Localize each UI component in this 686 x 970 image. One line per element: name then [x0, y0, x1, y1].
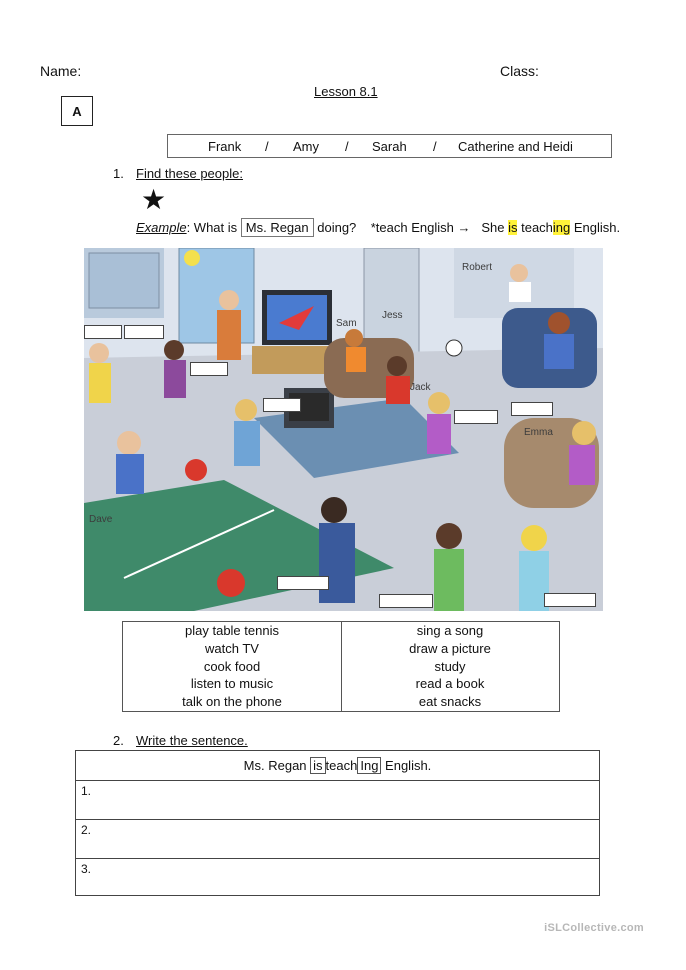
separator: / [265, 139, 269, 154]
answer-row-3[interactable] [76, 859, 599, 896]
name-amy: Amy [293, 139, 319, 154]
row-number: 1. [81, 784, 92, 798]
activity-item: talk on the phone [182, 694, 282, 710]
row-number: 3. [81, 862, 92, 876]
example-answer-is: is [508, 220, 518, 235]
answer-box[interactable] [544, 593, 596, 607]
separator: / [433, 139, 437, 154]
example-boxed-name: Ms. Regan [241, 218, 314, 237]
write-sentence-table [75, 750, 600, 896]
label-robert: Robert [462, 262, 493, 273]
activity-item: watch TV [205, 640, 259, 656]
answer-box[interactable] [454, 410, 498, 424]
activity-item: read a book [415, 676, 485, 692]
example-question: : What is [186, 220, 241, 235]
answer-box[interactable] [379, 594, 433, 608]
row-number: 2. [81, 823, 92, 837]
classroom-picture [84, 248, 603, 611]
watermark: iSLCollective.com [544, 922, 644, 934]
section1-number: 1. [113, 166, 124, 181]
names-bar [167, 134, 612, 158]
section2-number: 2. [113, 733, 124, 748]
answer-row-2[interactable] [76, 820, 599, 859]
model-is: is [310, 757, 325, 774]
star-icon: ★ [141, 184, 167, 215]
activity-item: listen to music [190, 676, 274, 692]
model-sentence-row [76, 751, 599, 781]
answer-box[interactable] [277, 576, 329, 590]
model-end: English. [381, 758, 432, 773]
label-jess: Jess [382, 310, 403, 321]
activity-item: study [434, 658, 466, 674]
example-question-end: doing? [313, 220, 357, 235]
name-frank: Frank [208, 139, 242, 154]
activity-item: eat snacks [418, 694, 482, 710]
activities-right-column [341, 622, 559, 711]
group-box: A [61, 96, 93, 126]
label-emma: Emma [524, 427, 553, 438]
name-label: Name: [40, 63, 82, 79]
model-ing: Ing [357, 757, 381, 774]
activity-item: play table tennis [185, 623, 279, 638]
model-start: Ms. Regan [243, 758, 311, 773]
example-label: Example [136, 220, 187, 235]
name-catherine-heidi: Catherine and Heidi [458, 139, 573, 154]
section2-title: Write the sentence. [136, 733, 248, 748]
model-teach: teach [325, 758, 358, 773]
label-jack: Jack [410, 382, 431, 393]
activities-left-column [123, 622, 342, 711]
class-label: Class: [500, 63, 539, 79]
example-answer-end: English. [570, 220, 621, 235]
name-sarah: Sarah [372, 139, 407, 154]
separator: / [345, 139, 349, 154]
arrow-icon: → [457, 220, 471, 235]
answer-row-1[interactable] [76, 781, 599, 820]
example-instruction: *teach English [370, 220, 454, 235]
activity-item: cook food [203, 658, 261, 674]
example-answer-ing: ing [552, 220, 571, 235]
label-dave: Dave [89, 514, 113, 525]
example-line [136, 220, 620, 235]
example-answer-teach: teach [517, 220, 553, 235]
answer-box[interactable] [190, 362, 228, 376]
answer-box[interactable] [84, 325, 122, 339]
activity-item: sing a song [416, 623, 484, 638]
lesson-title: Lesson 8.1 [314, 84, 378, 99]
answer-box[interactable] [263, 398, 301, 412]
classroom-illustration [84, 248, 603, 611]
answer-box[interactable] [511, 402, 553, 416]
section1-title: Find these people: [136, 166, 243, 181]
example-answer-she: She [481, 220, 509, 235]
label-sam: Sam [336, 318, 357, 329]
answer-box[interactable] [124, 325, 164, 339]
activity-item: draw a picture [409, 640, 491, 656]
activities-table [122, 621, 560, 712]
